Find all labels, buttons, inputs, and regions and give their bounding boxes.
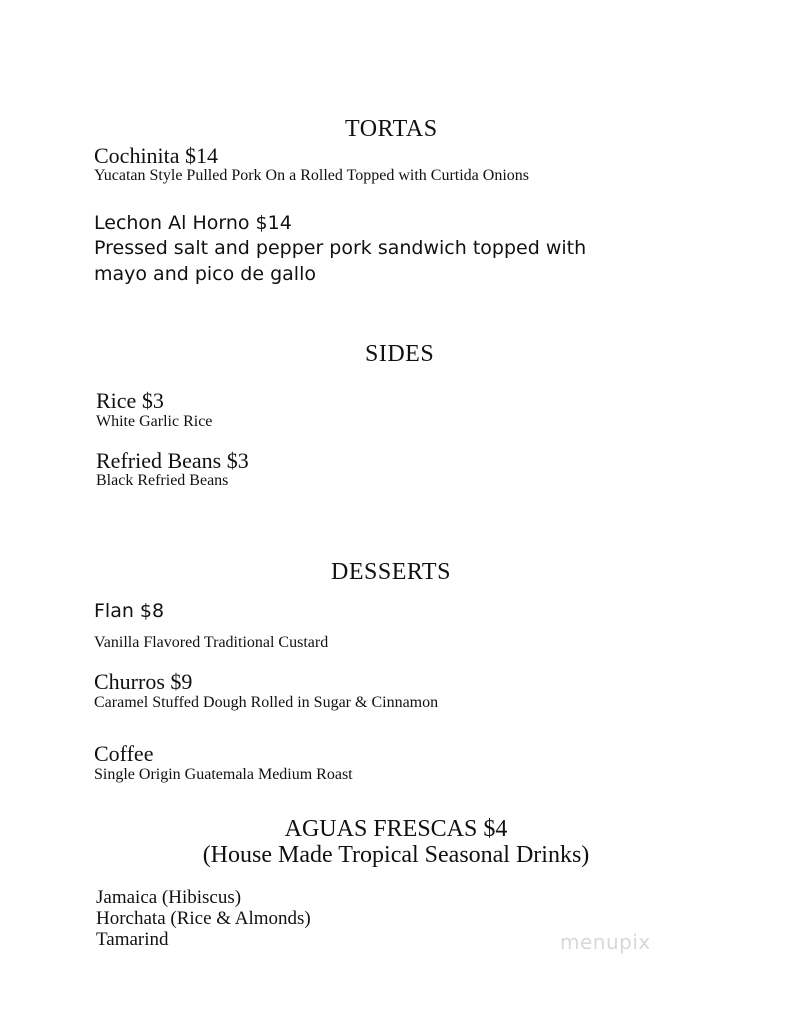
sides-heading: SIDES <box>365 341 435 367</box>
cochinita-desc: Yucatan Style Pulled Pork On a Rolled Topped with Curtida Onions <box>94 167 529 184</box>
churros-name: Churros $9 <box>94 669 193 694</box>
churros-desc: Caramel Stuffed Dough Rolled in Sugar & Cinnamon <box>94 694 439 711</box>
cochinita-name: Cochinita $14 <box>94 143 219 168</box>
lechon-desc-line1: Pressed salt and pepper pork sandwich topped with <box>94 237 587 259</box>
coffee-desc: Single Origin Guatemala Medium Roast <box>94 766 353 783</box>
drink-jamaica: Jamaica (Hibiscus) <box>96 887 242 908</box>
drink-horchata: Horchata (Rice & Almonds) <box>96 908 311 929</box>
desserts-heading: DESSERTS <box>331 559 451 585</box>
lechon-desc-line2: mayo and pico de gallo <box>94 263 316 285</box>
aguas-frescas-subtitle: (House Made Tropical Seasonal Drinks) <box>202 842 590 868</box>
coffee-name: Coffee <box>94 741 154 766</box>
menupix-watermark: menupix <box>560 930 651 954</box>
rice-name: Rice $3 <box>96 388 164 413</box>
lechon-name: Lechon Al Horno $14 <box>94 212 292 234</box>
drink-tamarind: Tamarind <box>96 929 169 950</box>
aguas-frescas-title: AGUAS FRESCAS $4 <box>284 816 508 842</box>
tortas-heading: TORTAS <box>345 116 438 142</box>
flan-desc: Vanilla Flavored Traditional Custard <box>94 634 329 651</box>
rice-desc: White Garlic Rice <box>96 413 213 430</box>
flan-name: Flan $8 <box>94 600 165 622</box>
refried-beans-name: Refried Beans $3 <box>96 448 249 473</box>
refried-beans-desc: Black Refried Beans <box>96 472 229 489</box>
